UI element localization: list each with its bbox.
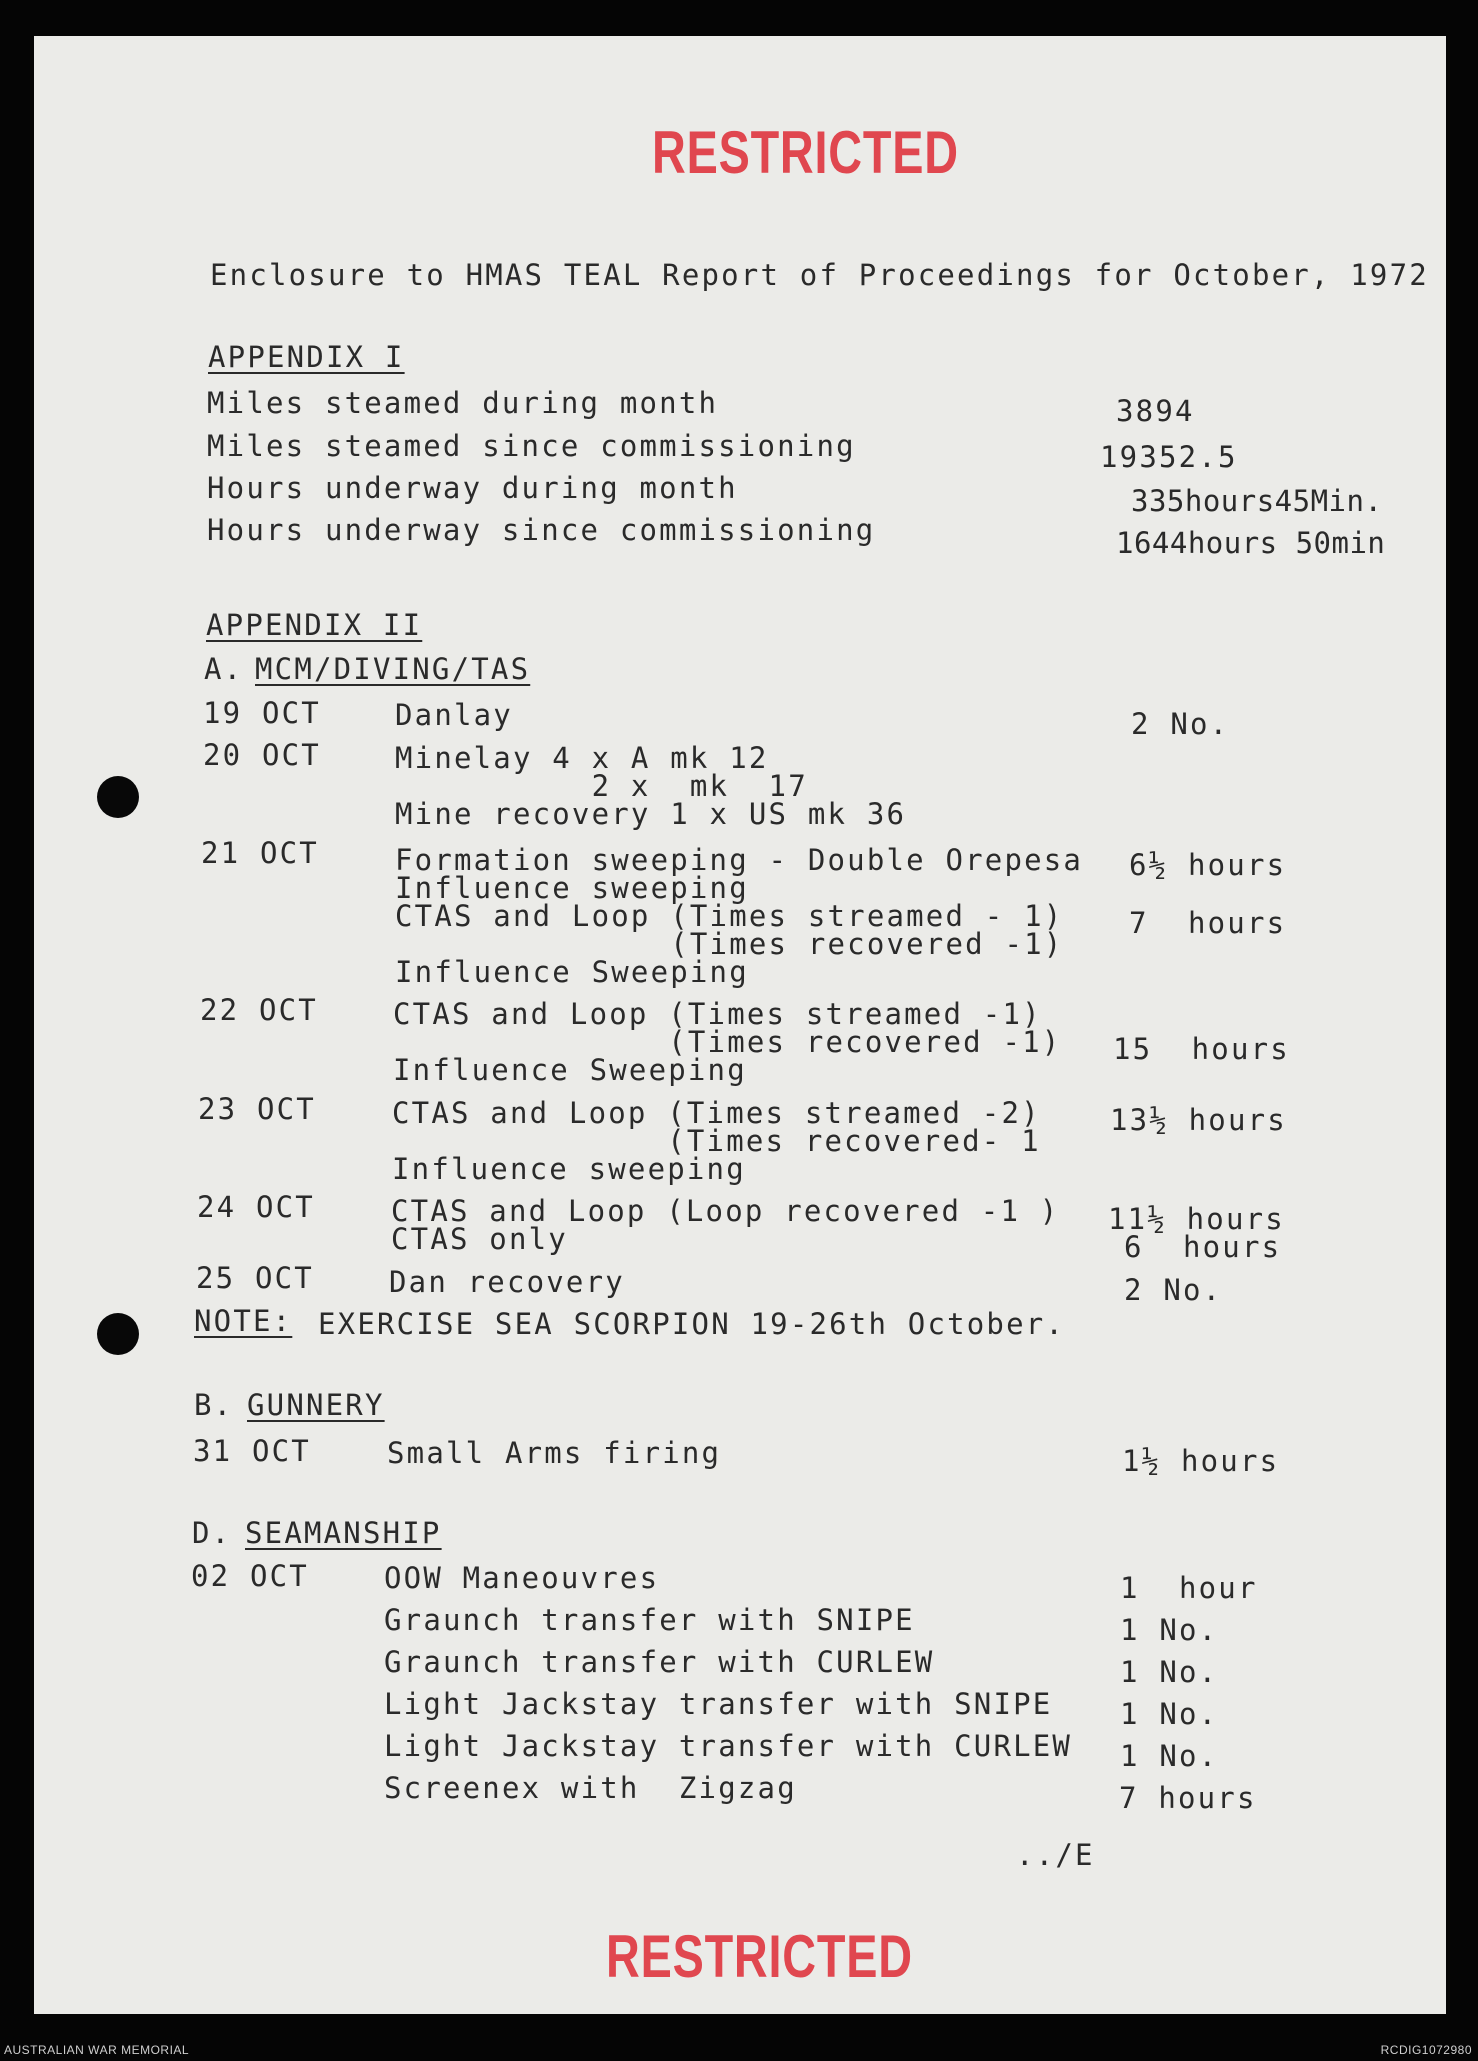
appendix-1-value: 3894	[1116, 394, 1195, 428]
entry-text: Influence sweeping	[395, 871, 749, 905]
entry-text: 2 x mk 17	[395, 769, 808, 803]
entry-value: 1½ hours	[1122, 1444, 1280, 1478]
entry-value: 1 hour	[1120, 1571, 1258, 1605]
entry-text: Mine recovery 1 x US mk 36	[395, 797, 907, 831]
appendix-1-label: Hours underway during month	[207, 471, 738, 505]
note-label: NOTE:	[194, 1304, 293, 1338]
entry-value: 6½ hours	[1129, 848, 1287, 882]
entry-text: Danlay	[395, 698, 513, 732]
entry-value: 15 hours	[1113, 1032, 1290, 1066]
entry-text: CTAS and Loop (Times streamed -2)	[392, 1096, 1041, 1130]
entry-value: 1 No.	[1120, 1655, 1219, 1689]
punch-hole	[97, 1313, 139, 1355]
punch-hole	[97, 776, 139, 818]
entry-value: 2 No.	[1131, 707, 1230, 741]
archive-id: RCDIG1072980	[1380, 2043, 1472, 2057]
entry-date: 19 OCT	[203, 696, 321, 730]
entry-text: CTAS and Loop (Loop recovered -1 )	[391, 1194, 1060, 1228]
entry-date: 21 OCT	[201, 836, 319, 870]
restricted-stamp-top: RESTRICTED	[652, 119, 959, 186]
entry-text: (Times recovered -1)	[395, 927, 1064, 961]
section-a-title: MCM/DIVING/TAS	[255, 652, 531, 686]
note-text: EXERCISE SEA SCORPION 19-26th October.	[318, 1307, 1066, 1341]
archive-credit: AUSTRALIAN WAR MEMORIAL	[4, 2043, 190, 2057]
entry-text: Light Jackstay transfer with SNIPE	[384, 1687, 1053, 1721]
entry-date: 20 OCT	[203, 738, 321, 772]
appendix-1-label: Miles steamed since commissioning	[207, 429, 856, 463]
entry-value: 11½ hours	[1108, 1202, 1285, 1236]
entry-date: 22 OCT	[200, 993, 318, 1027]
section-d-title: SEAMANSHIP	[245, 1516, 442, 1550]
entry-value: 6 hours	[1124, 1230, 1282, 1264]
entry-value: 1 No.	[1120, 1613, 1219, 1647]
entry-text: Influence Sweeping	[395, 955, 749, 989]
entry-date: 02 OCT	[191, 1559, 309, 1593]
entry-text: Screenex with Zigzag	[384, 1771, 797, 1805]
entry-value: 7 hours	[1129, 906, 1287, 940]
appendix-1-label: Miles steamed during month	[207, 386, 719, 420]
appendix-1-label: Hours underway since commissioning	[207, 513, 876, 547]
entry-value: 7 hours	[1119, 1781, 1257, 1815]
entry-text: Formation sweeping - Double Orepesa	[395, 843, 1084, 877]
entry-date: 25 OCT	[196, 1261, 314, 1295]
entry-text: OOW Maneouvres	[384, 1561, 660, 1595]
entry-text: (Times recovered- 1	[392, 1124, 1041, 1158]
entry-text: Small Arms firing	[387, 1436, 722, 1470]
entry-text: Influence Sweeping	[393, 1053, 747, 1087]
entry-date: 31 OCT	[193, 1434, 311, 1468]
entry-text: Light Jackstay transfer with CURLEW	[384, 1729, 1073, 1763]
entry-text: CTAS only	[391, 1222, 568, 1256]
appendix-1-value: 335hours45Min.	[1131, 484, 1383, 518]
appendix-1-title: APPENDIX I	[208, 340, 405, 374]
section-b-letter: B.	[194, 1388, 234, 1422]
entry-value: 2 No.	[1124, 1273, 1223, 1307]
entry-value: 13½ hours	[1110, 1103, 1287, 1137]
entry-text: CTAS and Loop (Times streamed -1)	[393, 997, 1042, 1031]
entry-text: Dan recovery	[389, 1265, 625, 1299]
entry-value: 1 No.	[1120, 1697, 1219, 1731]
entry-text: CTAS and Loop (Times streamed - 1)	[395, 899, 1064, 933]
entry-text: Graunch transfer with SNIPE	[384, 1603, 915, 1637]
entry-date: 24 OCT	[197, 1190, 315, 1224]
section-a-letter: A.	[204, 652, 244, 686]
continuation-marker: ../E	[1016, 1838, 1095, 1872]
document-heading: Enclosure to HMAS TEAL Report of Proceedings for October, 1972	[210, 258, 1429, 292]
entry-value: 1 No.	[1120, 1739, 1219, 1773]
appendix-2-title: APPENDIX II	[206, 608, 423, 642]
restricted-stamp-bottom: RESTRICTED	[606, 1923, 913, 1990]
entry-date: 23 OCT	[198, 1092, 316, 1126]
entry-text: Minelay 4 x A mk 12	[395, 741, 769, 775]
entry-text: (Times recovered -1)	[393, 1025, 1062, 1059]
entry-text: Influence sweeping	[392, 1152, 746, 1186]
entry-text: Graunch transfer with CURLEW	[384, 1645, 935, 1679]
section-d-letter: D.	[192, 1516, 232, 1550]
appendix-1-value: 19352.5	[1100, 440, 1238, 474]
section-b-title: GUNNERY	[247, 1388, 385, 1422]
appendix-1-value: 1644hours 50min	[1116, 526, 1386, 560]
